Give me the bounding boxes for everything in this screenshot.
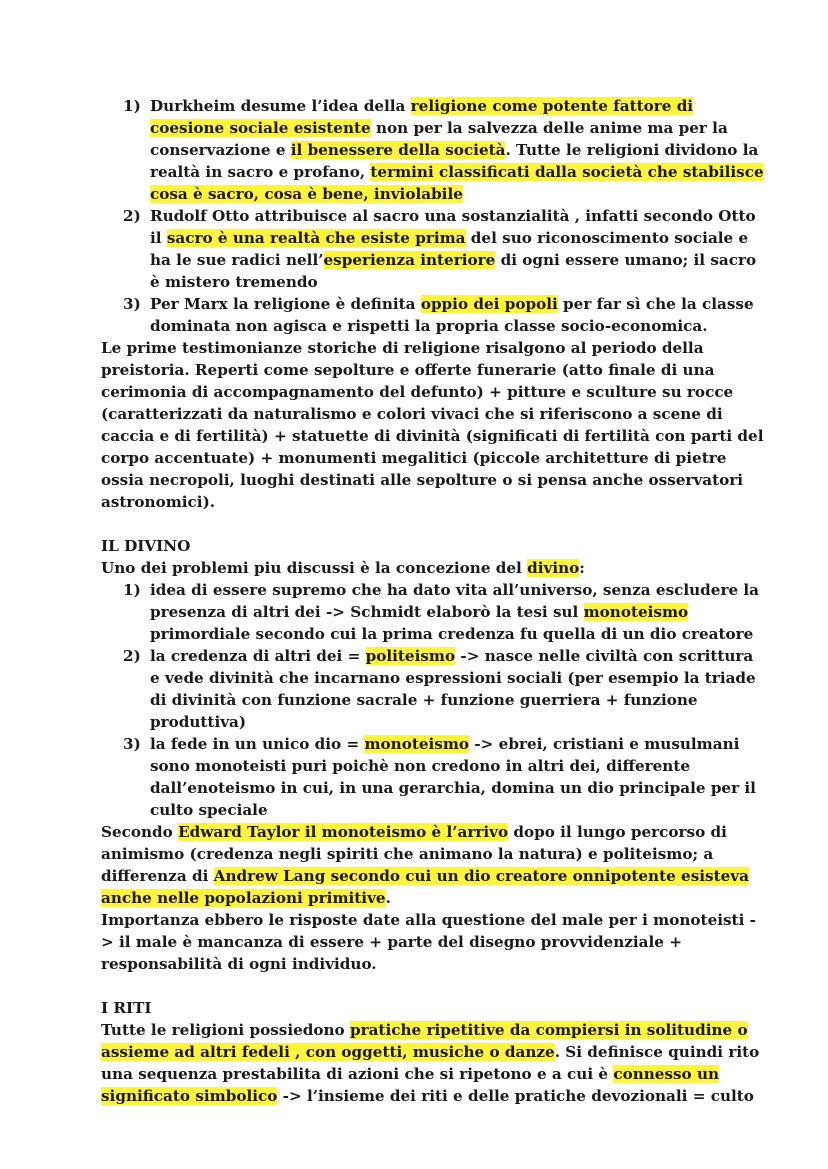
highlighted-text: oppio dei popoli xyxy=(420,295,558,313)
highlighted-text: politeismo xyxy=(365,647,456,665)
text-run: di ogni essere umano; il sacro è mistero tremendo xyxy=(150,251,757,291)
section-heading-divino: IL DIVINO xyxy=(101,537,191,555)
text-run: -> nasce nelle civiltà con scrittura e vede divinità che incarnano espressioni sociali (per esempio la triade di divinità con funzione sacrale + funzione guerriera + funzione produttiva) xyxy=(150,647,756,731)
highlighted-text: monoteismo xyxy=(364,735,470,753)
text-run: Per Marx la religione è definita xyxy=(150,295,421,313)
text-run: idea di essere supremo che ha dato vita all’universo, senza escludere la presenza di altri dei -> Schmidt elaborò la tesi sul xyxy=(150,581,760,621)
text-run: . Si definisce quindi rito una sequenza prestabilita di azioni che si ripetono e a cui è xyxy=(101,1043,760,1083)
rich-text xyxy=(150,97,764,203)
text-run: la fede in un unico dio = xyxy=(150,735,365,753)
rich-text xyxy=(150,647,756,731)
list-number: 3) xyxy=(123,295,141,313)
highlighted-text: il benessere della società xyxy=(290,141,506,159)
highlighted-text: religione come potente fattore di coesione sociale esistente xyxy=(150,97,694,137)
theories-list xyxy=(101,95,768,337)
list-number: 2) xyxy=(123,207,141,225)
divino-list xyxy=(101,579,768,821)
text-run: -> l’insieme dei riti e delle pratiche devozionali = culto xyxy=(277,1087,754,1105)
highlighted-text: Andrew Lang secondo cui un dio creatore onnipotente esisteva anche nelle popolazioni primitive xyxy=(101,867,749,907)
text-run: -> ebrei, cristiani e musulmani sono monoteisti puri poichè non credono in altri dei, differente dall’enoteismo in cui, in una gerarchia, domina un dio principale per il culto speciale xyxy=(150,735,756,819)
text-run: . Tutte le religioni dividono la realtà in sacro e profano, xyxy=(150,141,759,181)
text-run: Secondo xyxy=(101,823,179,841)
highlighted-text: termini classificati dalla società che stabilisce cosa è sacro, cosa è bene, inviolabile xyxy=(150,163,764,203)
rich-text xyxy=(150,207,756,291)
text-run: Durkheim desume l’idea della xyxy=(150,97,411,115)
highlighted-text: sacro è una realtà che esiste prima xyxy=(166,229,466,247)
list-number: 1) xyxy=(123,581,141,599)
list-number: 3) xyxy=(123,735,141,753)
text-run: per far sì che la classe dominata non agisca e rispetti la propria classe socio-economica. xyxy=(150,295,754,335)
highlighted-text: pratiche ripetitive da compiersi in solitudine o assieme ad altri fedeli , con oggetti, musiche o danze xyxy=(101,1021,748,1061)
text-run: primordiale secondo cui la prima credenza fu quella di un dio creatore xyxy=(150,625,754,643)
rich-text xyxy=(150,735,756,819)
riti-paragraph xyxy=(101,1019,768,1107)
highlighted-text: esperienza interiore xyxy=(323,251,496,269)
text-run: non per la salvezza delle anime ma per la conservazione e xyxy=(150,119,728,159)
highlighted-text: connesso un significato simbolico xyxy=(101,1065,720,1105)
text-run: Uno dei problemi piu discussi è la concezione del xyxy=(101,559,528,577)
list-item xyxy=(123,205,768,293)
highlighted-text: Edward Taylor il monoteismo è l’arrivo xyxy=(178,823,509,841)
text-run: la credenza di altri dei = xyxy=(150,647,366,665)
male-paragraph: Importanza ebbero le risposte date alla questione del male per i monoteisti -> il male è mancanza di essere + parte del disegno provvidenziale + responsabilità di ogni individuo. xyxy=(101,911,756,973)
list-number: 2) xyxy=(123,647,141,665)
list-number: 1) xyxy=(123,97,141,115)
text-run: Tutte le religioni possiedono xyxy=(101,1021,350,1039)
text-run: : xyxy=(579,559,585,577)
highlighted-text: divino xyxy=(527,559,580,577)
list-item xyxy=(123,733,768,821)
text-run: dopo il lungo percorso di animismo (credenza negli spiriti che animano la natura) e politeismo; a differenza di xyxy=(101,823,727,885)
section-heading-riti: I RITI xyxy=(101,999,152,1017)
spacer xyxy=(101,513,768,535)
divino-intro xyxy=(101,557,768,579)
list-item xyxy=(123,645,768,733)
highlighted-text: monoteismo xyxy=(583,603,689,621)
list-item xyxy=(123,579,768,645)
list-item xyxy=(123,95,768,205)
rich-text xyxy=(150,295,754,335)
prehistory-paragraph: Le prime testimonianze storiche di religione risalgono al periodo della preistoria. Reperti come sepolture e offerte funerarie (atto finale di una cerimonia di accompagnamento del defunto) + pitture e sculture su rocce (caratterizzati da naturalismo e colori vivaci che si riferiscono a scene di caccia e di fertilità) + statuette di divinità (significati di fertilità con parti del corpo accentuate) + monumenti megalitici (piccole architetture di pietre ossia necropoli, luoghi destinati alle sepolture o si pensa anche osservatori astronomici). xyxy=(101,339,764,511)
text-run: . xyxy=(385,889,391,907)
rich-text xyxy=(150,581,759,643)
text-run: del suo riconoscimento sociale e ha le sue radici nell’ xyxy=(150,229,749,269)
taylor-paragraph xyxy=(101,821,768,909)
list-item xyxy=(123,293,768,337)
spacer xyxy=(101,975,768,997)
text-run: Rudolf Otto attribuisce al sacro una sostanzialità , infatti secondo Otto il xyxy=(150,207,756,247)
